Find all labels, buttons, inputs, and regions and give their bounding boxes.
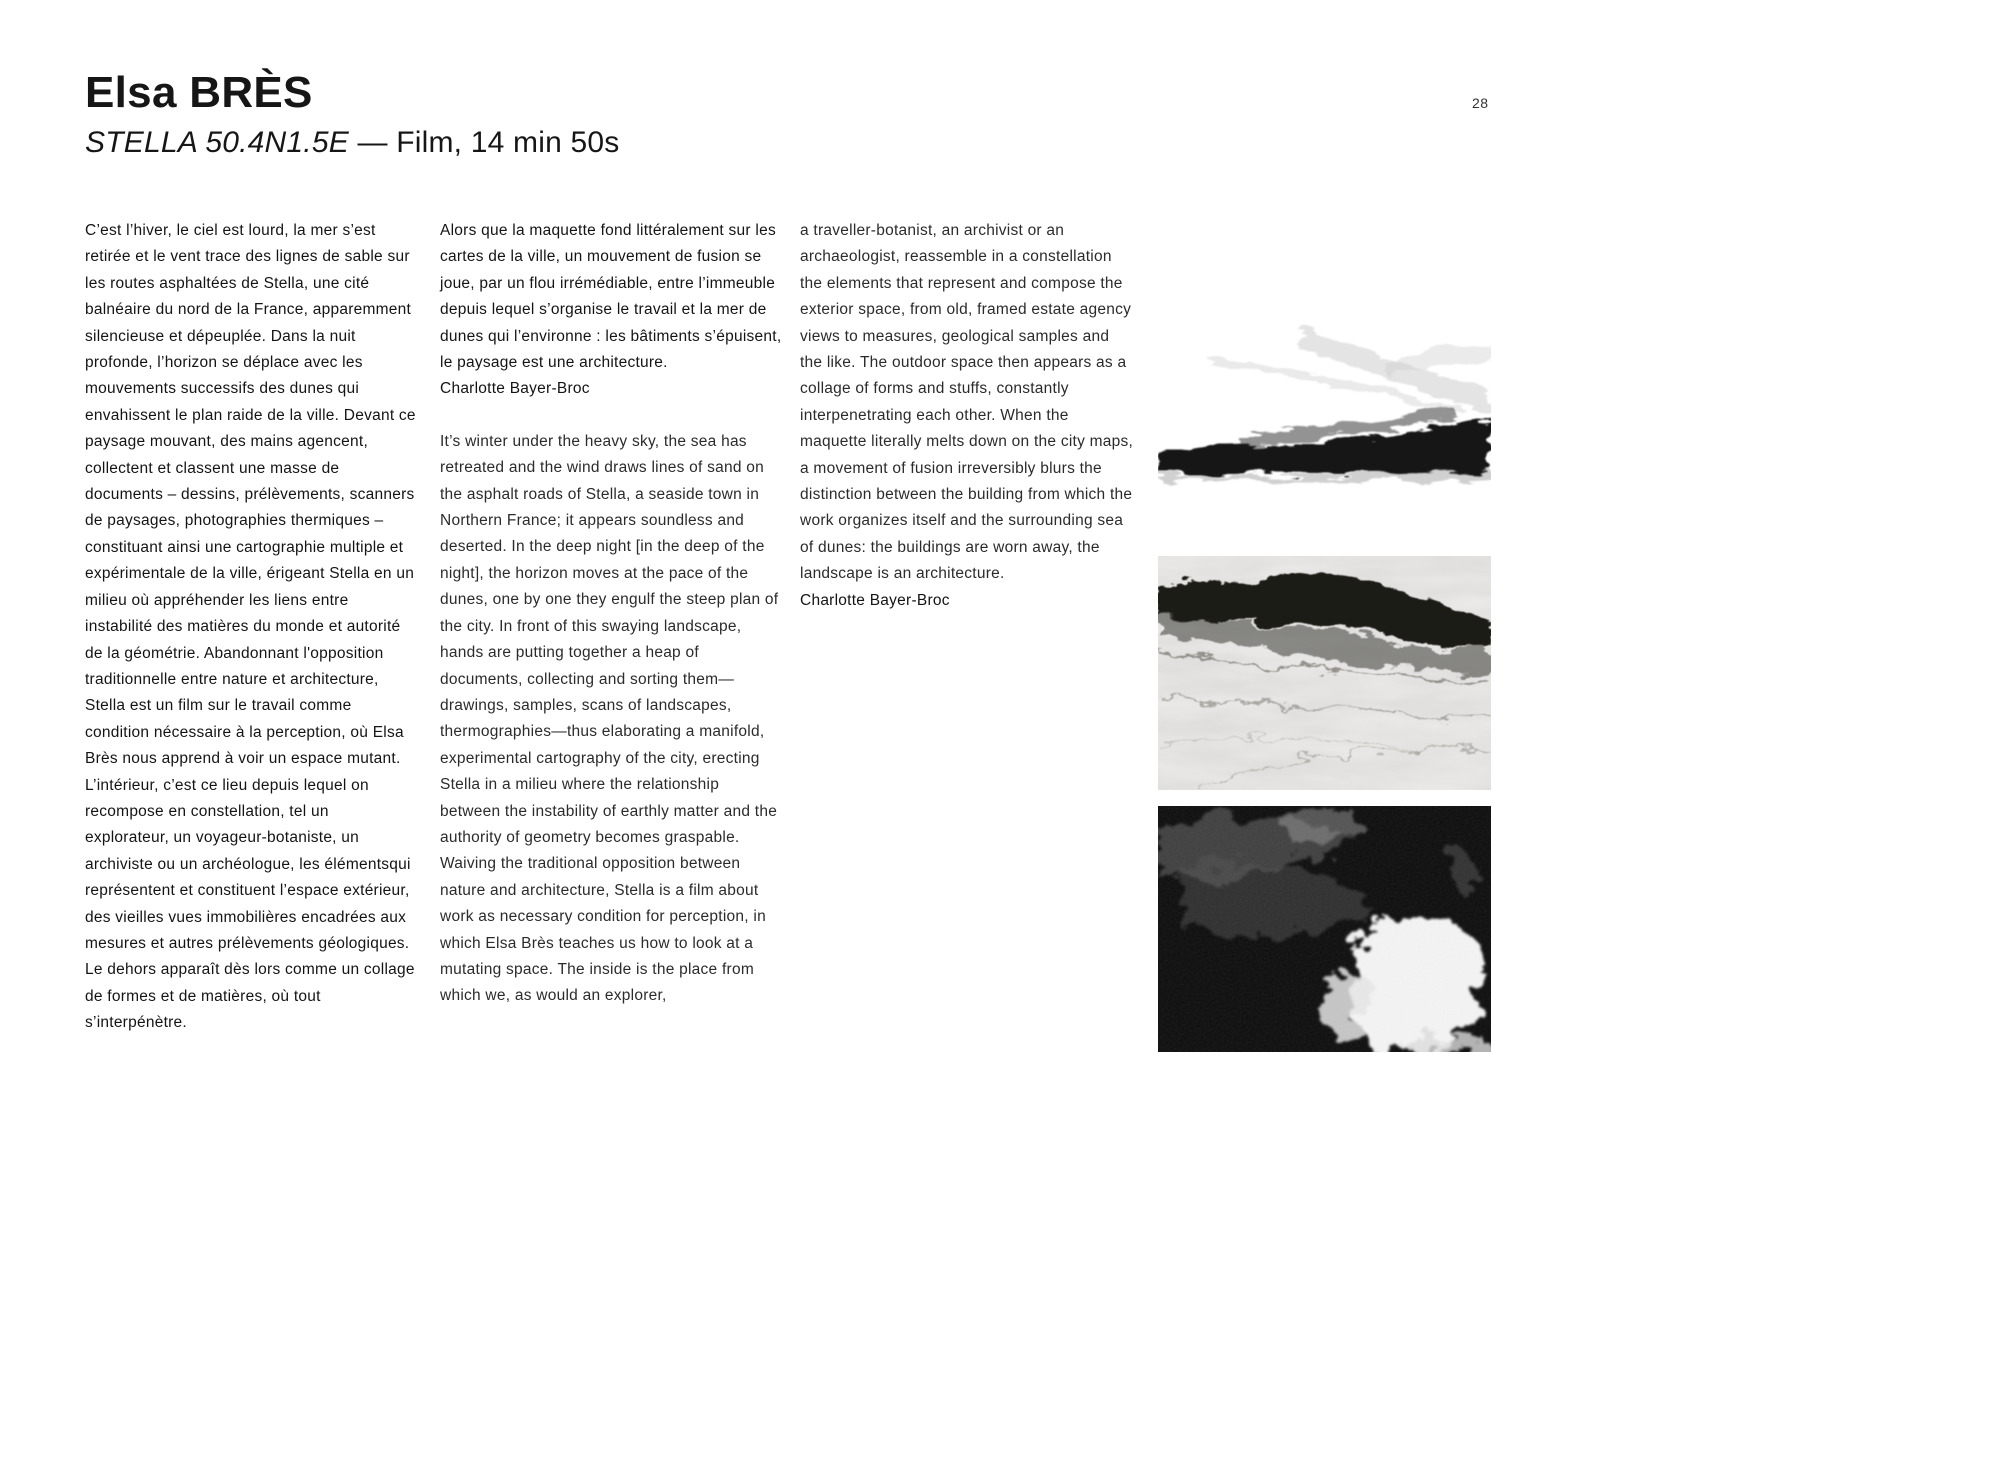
film-still-dune-ridge [1158, 556, 1491, 790]
work-medium-duration: — Film, 14 min 50s [348, 126, 620, 159]
text-column-english [800, 218, 1135, 614]
film-still-dark-landscape [1158, 806, 1491, 1052]
byline-french: Charlotte Bayer-Broc [440, 380, 590, 398]
film-still-horizon [1158, 301, 1491, 531]
page-number: 28 [1472, 95, 1489, 111]
film-still-dune-ridge-image [1158, 556, 1491, 790]
paragraph-french-1: C’est l’hiver, le ciel est lourd, la mer s’est retirée et le vent trace des lignes de sable sur les routes asphaltées de Stella, une cité balnéaire du nord de la France, apparemment silencieuse et dépeuplée. Dans la nuit profonde, l’horizon se déplace avec les mouvements successifs des dunes qui envahissent le plan raide de la ville. Devant ce paysage mouvant, des mains agencent, collectent et classent une masse de documents – dessins, prélèvements, scanners de paysages, photographies thermiques – constituant ainsi une cartographie multiple et expérimentale de la ville, érigeant Stella en un milieu où appréhender les liens entre instabilité des matières du monde et autorité de la géométrie. Abandonnant l'opposition traditionnelle entre nature et architecture, Stella est un film sur le travail comme condition nécessaire à la perception, où Elsa Brès nous apprend à voir un espace mutant. L’intérieur, c’est ce lieu depuis lequel on recompose en constellation, tel un explorateur, un voyageur-botaniste, un archiviste ou un archéologue, les élémentsqui représentent et constituent l’espace extérieur, des vieilles vues immobilières encadrées aux mesures et autres prélèvements géologiques. Le dehors apparaît dès lors comme un collage de formes et de matières, où tout s’interpénètre. [85, 222, 416, 1032]
film-still-dark-landscape-image [1158, 806, 1491, 1052]
film-still-horizon-image [1158, 301, 1491, 531]
page-title: Elsa BRÈS [85, 68, 313, 117]
byline-english: Charlotte Bayer-Broc [800, 591, 950, 609]
text-column-french [85, 218, 417, 1037]
text-column-mixed [440, 218, 782, 1010]
work-title: STELLA 50.4N1.5E [85, 126, 349, 159]
paragraph-english-2: a traveller-botanist, an archivist or an archaeologist, reassemble in a constellation the elements that represent and compose the exterior space, from old, framed estate agency views to measures, geological samples and the like. The outdoor space then appears as a collage of forms and stuffs, constantly interpenetrating each other. When the maquette literally melts down on the city maps, a movement of fusion irreversibly blurs the distinction between the building from which the work organizes itself and the surrounding sea of dunes: the buildings are worn away, the landscape is an architecture. [800, 222, 1134, 583]
paragraph-french-2: Alors que la maquette fond littéralement sur les cartes de la ville, un mouvement de fusion se joue, par un flou irrémédiable, entre l’immeuble depuis lequel s’organise le travail et la mer de dunes qui l’environne : les bâtiments s’épuisent, le paysage est une architecture. [440, 222, 782, 372]
paragraph-english-1: It’s winter under the heavy sky, the sea has retreated and the wind draws lines of sand on the asphalt roads of Stella, a seaside town in Northern France; it appears soundless and deserted. In the deep night [in the deep of the night], the horizon moves at the pace of the dunes, one by one they engulf the steep plan of the city. In front of this swaying landscape, hands are putting together a heap of documents, collecting and sorting them—drawings, samples, scans of landscapes, thermographies—thus elaborating a manifold, experimental cartography of the city, erecting Stella in a milieu where the relationship between the instability of earthly matter and the authority of geometry becomes graspable. Waiving the traditional opposition between nature and architecture, Stella is a film about work as necessary condition for perception, in which Elsa Brès teaches us how to look at a mutating space. The inside is the place from which we, as would an explorer, [440, 432, 779, 1005]
work-subtitle [85, 126, 619, 160]
